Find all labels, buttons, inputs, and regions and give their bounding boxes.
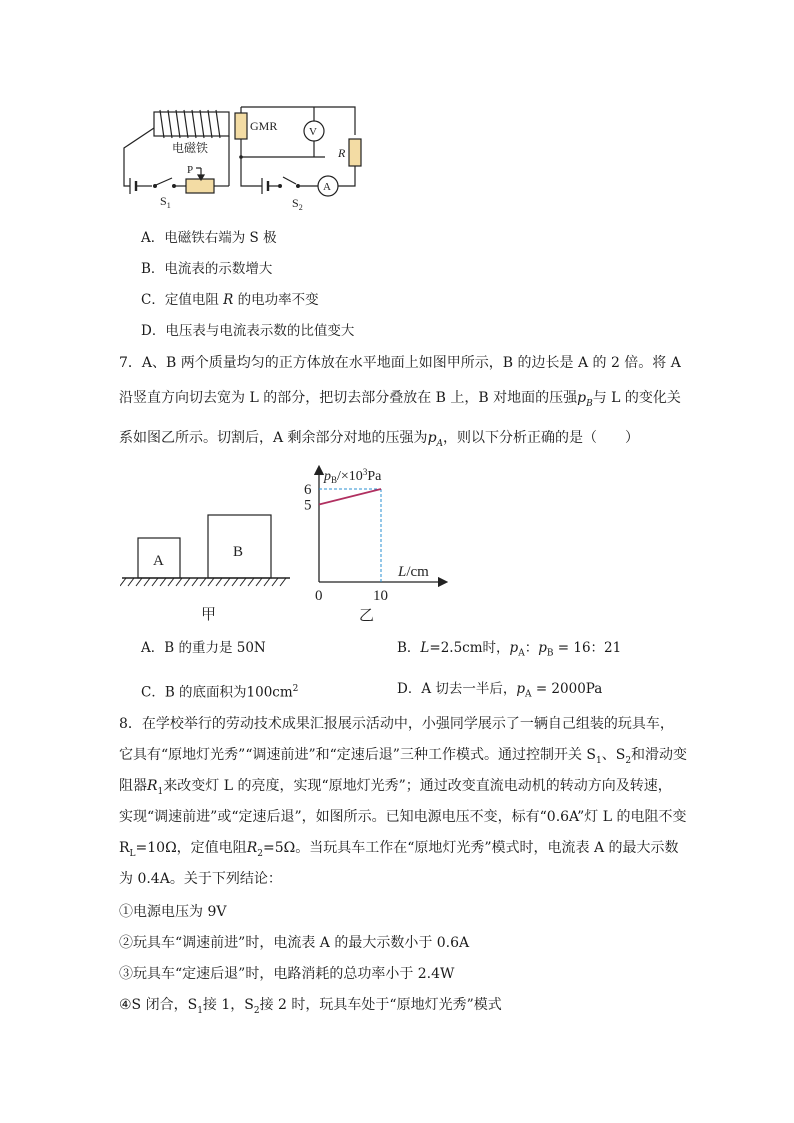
q7-option-a: A．B 的重力是 50N <box>141 640 266 656</box>
x-tick-label-10: 10 <box>373 588 388 604</box>
q6-option-b: B．电流表的示数增大 <box>141 261 273 277</box>
q7-option-d: D．A 切去一半后，$p_A = 2000Pa$ <box>397 681 603 700</box>
q7-stem-line2: 沿竖直方向切去宽为 L 的部分，把切去部分叠放在 B 上，B 对地面的压强$p_B$与 L 的变化关 <box>119 390 681 409</box>
q8-item-2: ②玩具车“调速前进”时，电流表 A 的最大示数小于 0.6A <box>119 935 470 951</box>
figure-jia <box>120 505 295 625</box>
q6-option-d: D．电压表与电流表示数的比值变大 <box>141 323 355 339</box>
q6-option-c: C．定值电阻 R 的电功率不变 <box>141 292 319 308</box>
fixed-resistor-r <box>349 139 361 166</box>
q8-stem-line2: 它具有“原地灯光秀”“调速前进”和“定速后退”三种工作模式。通过控制开关 $S_1$、$S_2$和滑动变 <box>119 747 688 766</box>
y-tick-label-6: 6 <box>304 482 312 498</box>
q8-stem-line6: 为 0.4A。关于下列结论： <box>119 871 282 887</box>
q7-stem-line3: 系如图乙所示。切割后，A 剩余部分对地的压强为$p_A$，则以下分析正确的是（ ） <box>119 430 640 449</box>
series-line-pb <box>319 489 381 505</box>
gmr-resistor <box>235 113 247 139</box>
x-axis-label: L/cm <box>398 564 429 580</box>
ground-hatch <box>120 578 286 586</box>
block-b-label: B <box>233 544 244 560</box>
label-gmr: GMR <box>250 119 278 133</box>
label-a: A <box>323 181 331 193</box>
circuit-diagram <box>110 95 380 210</box>
q8-item-4: ④S 闭合，$S_1$接 1，$S_2$接 2 时，玩具车处于“原地灯光秀”模式 <box>119 997 502 1016</box>
label-r: R <box>338 146 346 160</box>
label-s2: $S_2$ <box>292 196 303 210</box>
q8-stem-line3: 阻器$R_1$来改变灯 L 的亮度，实现“原地灯光秀”；通过改变直流电动机的转动方向及转速， <box>119 778 672 797</box>
caption-jia: 甲 <box>201 607 217 623</box>
q8-item-3: ③玩具车“定速后退”时，电路消耗的总功率小于 2.4W <box>119 966 455 982</box>
block-a-label: A <box>153 553 164 569</box>
q7-stem-line1: 7．A、B 两个质量均匀的正方体放在水平地面上如图甲所示，B 的边长是 A 的 2 倍。将 A <box>119 355 681 371</box>
q8-stem-line4: 实现“调速前进”或“定速后退”，如图所示。已知电源电压不变，标有“0.6A”灯 L 的电阻不变 <box>119 809 687 825</box>
label-p: P <box>187 164 194 176</box>
q7-option-c: C．B 的底面积为$100cm^2$ <box>141 684 299 701</box>
rheostat <box>186 179 214 193</box>
figure-yi-chart <box>298 462 448 627</box>
q6-option-a: A．电磁铁右端为 S 极 <box>141 230 277 246</box>
q8-stem-line1: 8．在学校举行的劳动技术成果汇报展示活动中，小强同学展示了一辆自己组装的玩具车， <box>119 716 674 732</box>
q8-stem-line5: $R_L=10\Omega$，定值电阻$R_2=5\Omega$。当玩具车工作在“原地灯光秀”模式时，电流表 A 的最大示数 <box>119 840 679 859</box>
q8-item-1: ①电源电压为 9V <box>119 904 227 920</box>
x-tick-label-0: 0 <box>315 588 323 604</box>
caption-yi: 乙 <box>359 608 375 624</box>
y-axis-label: $p_B/\times 10^3Pa$ <box>324 467 382 485</box>
y-tick-label-5: 5 <box>304 497 312 514</box>
q7-option-b: B．L=2.5cm时，$p_A$：$p_B = 16$：21 <box>397 640 622 659</box>
label-electromagnet: 电磁铁 <box>172 141 209 155</box>
label-s1: $S_1$ <box>160 194 171 210</box>
label-v: V <box>309 126 317 138</box>
